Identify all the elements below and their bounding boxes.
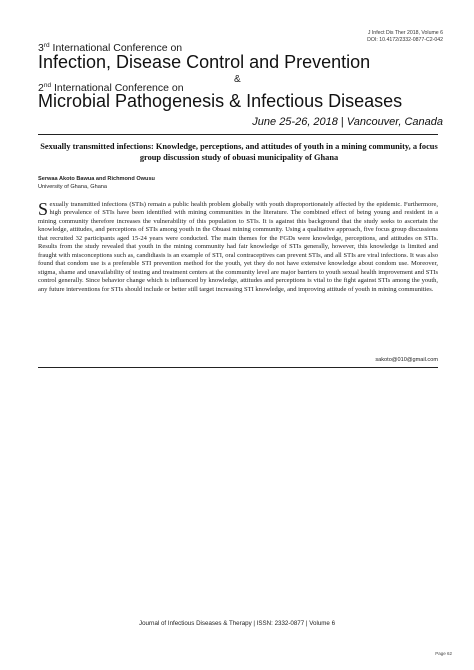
- paper-title: Sexually transmitted infections: Knowledge, perceptions, and attitudes of youth in a mining community, a focus group discussion study of obuasi municipality of Ghana: [40, 142, 438, 162]
- author-email[interactable]: sakoto@010@gmail.com: [375, 357, 438, 363]
- conference-1-title: Infection, Disease Control and Prevention: [38, 52, 371, 72]
- event-dates: June 25-26, 2018: [252, 116, 338, 128]
- abstract-dropcap: S: [38, 199, 49, 219]
- conference-2-ordinal-suffix: nd: [43, 82, 52, 89]
- conference-2-title: Microbial Pathogenesis & Infectious Diseases: [38, 91, 403, 111]
- journal-citation: J Infect Dis Ther 2018, Volume 6: [367, 30, 443, 36]
- page-number: Page 62: [435, 651, 452, 656]
- journal-meta: [367, 30, 443, 44]
- top-divider: [38, 134, 438, 135]
- bottom-divider: [38, 367, 438, 368]
- abstract-body: exually transmitted infections (STIs) remain a public health problem globally with youth disproportionately affected by the epidemic. Furthermore, high prevalence of STIs have been identified with mining communities in the literature. The combined effect of being young and resident in a mining community therefore increases the vulnerability of this population to STIs. It is against this background that the study seeks to ascertain the knowledge, attitudes, and perceptions of STIs among youth in the Obuasi mining community. Using a qualitative approach, five focus group discussions that recruited 32 participants aged 15-24 years were conducted. The main themes for the FGDs were knowledge, perceptions, and attitudes on STIs. Results from the study revealed that youth in the mining community had fair knowledge of STIs generally, however, this knowledge is limited and fraught with misconceptions such as, candidiasis is an example of STI, oral contraceptives can prevent STIs, and all STIs are viral infections. It was also found that condom use is a preferable STI prevention method for the youth, yet they do not have extensive knowledge about condom use. Moreover, stigma, shame and unavailability of testing and treatment centers at the community level are major barriers to youth sexual health improvement and STIs control generally. Since behavior change which is influenced by knowledge, attitudes and perceptions is vital to the fight against STIs among the youth, any future interventions for STIs should include or better still target increasing STI knowledge, and improving attitude of youth in mining communities.: [38, 201, 438, 293]
- event-location: Vancouver, Canada: [346, 116, 443, 128]
- conference-1-ordinal: 3: [38, 42, 44, 54]
- journal-footer: Journal of Infectious Diseases & Therapy | ISSN: 2332-0877 | Volume 6: [138, 620, 336, 627]
- paper-affiliation: University of Ghana, Ghana: [38, 184, 108, 190]
- conference-1-ordinal-suffix: rd: [43, 42, 50, 49]
- conference-2-ordinal: 2: [38, 82, 44, 94]
- event-dates-location: [252, 116, 443, 128]
- conference-2-heading-rest: International Conference on: [51, 82, 184, 94]
- paper-abstract: [38, 201, 438, 294]
- conference-ampersand: &: [234, 74, 241, 85]
- event-separator: |: [340, 116, 344, 128]
- paper-authors: Serwaa Akoto Bawua and Richmond Owusu: [38, 176, 155, 182]
- conference-1-heading-rest: International Conference on: [49, 42, 183, 54]
- journal-doi: DOI: 10.4172/2332-0877-C2-042: [367, 37, 443, 43]
